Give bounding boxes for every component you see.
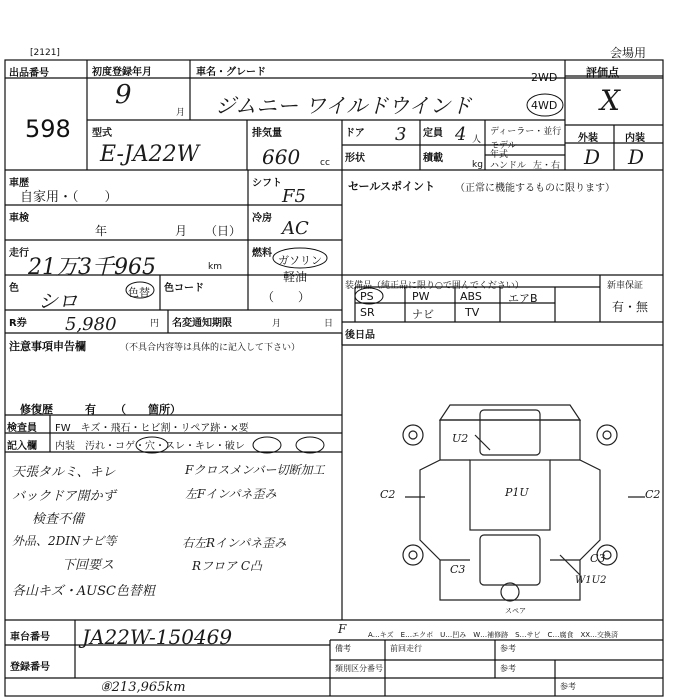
mark-c3-left: C3 [450, 563, 466, 576]
chassis-label: 車台番号 [10, 632, 50, 643]
entry-items: 内装 汚れ・コゲ・穴・スレ・キレ・破レ [55, 441, 245, 452]
ac-label: 冷房 [252, 213, 272, 224]
interior-grade-label: 内装 [625, 133, 645, 144]
inspection-day: （日） [205, 224, 242, 238]
mark-f: F [338, 622, 347, 636]
note-1: 天張タルミ、キレ [12, 465, 116, 480]
first-reg-value: 9 [115, 80, 132, 110]
history-value: 自家用・（ ） [20, 190, 118, 205]
equip-ps: PS [360, 290, 374, 303]
exterior-grade-label: 外装 [578, 133, 598, 144]
displacement-unit: cc [320, 158, 330, 168]
name-change-day: 日 [324, 319, 334, 329]
equip-sr: SR [360, 306, 375, 319]
exterior-grade: D [584, 145, 601, 169]
shift-label: シフト [252, 178, 282, 189]
equip-pw: PW [412, 290, 430, 303]
recycle-unit: 円 [150, 319, 160, 329]
capacity-label: 定員 [423, 128, 443, 139]
footer-mileage: ⑧213,965km [100, 680, 186, 695]
mark-c3-right: C3 [590, 552, 606, 565]
doors-value: 3 [395, 124, 407, 145]
selling-note: （正常に機能するものに限ります） [455, 183, 615, 194]
load-label: 積載 [423, 153, 443, 164]
displacement-value: 660 [262, 145, 301, 169]
drive-4wd: 4WD [531, 99, 558, 112]
color-status: 色替 [128, 286, 150, 299]
shift-value: F5 [282, 186, 306, 207]
mark-p1u: P1U [505, 486, 529, 499]
mileage-value: 21万3千965 [28, 255, 156, 280]
footer-ref-label: 参考 [500, 644, 516, 653]
dealer-year-label: 年式 [490, 150, 509, 160]
car-diagram [403, 405, 645, 601]
equip-abs: ABS [460, 290, 482, 303]
capacity-unit: 人 [472, 135, 482, 145]
score-label: 評価点 [586, 66, 619, 79]
mark-u2: U2 [452, 432, 469, 445]
legend: A…キズ E…エクボ U…凹み W…補修跡 S…サビ C…腐食 XX…交換済 [368, 631, 619, 639]
model-value: ジムニー ワイルドウインド [215, 94, 472, 118]
rear-seat-label: 後日品 [345, 330, 375, 341]
lot-number: 598 [25, 115, 71, 143]
inspector-items: FW キズ・飛石・ヒビ割・リペア跡・×要 [55, 423, 249, 434]
spare-label: スペア [505, 607, 526, 615]
mark-c2-left: C2 [380, 488, 396, 501]
footer-ref2-label: 参考 [500, 664, 516, 673]
warranty-label: 新車保証 [607, 281, 644, 291]
equipment-label: 装備品（純正品に限り○で囲んでください） [345, 281, 524, 291]
doors-label: ドア [345, 128, 365, 139]
first-reg-label: 初度登録年月 [92, 67, 152, 78]
type-value: E-JA22W [100, 142, 200, 167]
shape-label: 形状 [345, 153, 365, 164]
mileage-unit: km [208, 262, 222, 272]
handle-label: ハンドル [490, 161, 527, 171]
footer-prev-label: 前回走行 [390, 644, 422, 653]
fuel-label: 燃料 [252, 248, 272, 259]
mileage-label: 走行 [9, 248, 29, 259]
inspector-label: 検査員 [7, 423, 37, 434]
entry-label: 記入欄 [7, 441, 37, 452]
name-change-label: 名変通知期限 [172, 318, 232, 329]
mark-w1u2: W1U2 [575, 575, 607, 586]
name-change-month: 月 [272, 319, 282, 329]
load-unit: kg [472, 160, 483, 170]
inspection-label: 車検 [9, 213, 29, 224]
notes-label: 注意事項申告欄 [9, 340, 86, 353]
selling-label: セールスポイント [348, 180, 436, 193]
note-4: 外品、2DINナビ等 [12, 534, 117, 548]
type-label: 型式 [92, 128, 112, 139]
handle-value: 左・右 [533, 161, 561, 171]
drive-2wd: 2WD [531, 71, 558, 84]
repair-value: 有 [85, 403, 96, 416]
capacity-value: 4 [455, 124, 467, 145]
color-value: シロ [38, 289, 78, 313]
dealer-model-label: モデル [490, 141, 517, 151]
chassis-value: JA22W-150469 [82, 625, 233, 649]
interior-grade: D [628, 145, 645, 169]
lot-label: 出品番号 [9, 68, 49, 79]
registration-label: 登録番号 [10, 662, 50, 673]
note-3: 検査不備 [32, 512, 85, 527]
note-10: Rフロア C凸 [192, 559, 263, 573]
note-8: 左Fインパネ歪み [185, 487, 277, 501]
note-6: 各山キズ・AUSC色替粗 [12, 584, 155, 599]
footer-class-label: 類別区分番号 [335, 664, 383, 673]
recycle-value: 5,980 [65, 314, 117, 335]
inspection-month: 月 [175, 224, 188, 238]
footer-ref3-label: 参考 [560, 682, 576, 691]
venue-label: 会場用 [610, 46, 647, 60]
repair-label: 修復歴 [20, 403, 53, 416]
note-9: 右左Rインパネ歪み [182, 536, 287, 550]
first-reg-unit: 月 [176, 108, 186, 118]
dealer-label: ディーラー・並行 [490, 127, 562, 137]
equip-tv: TV [465, 306, 480, 319]
note-5: 下回要ス [62, 558, 115, 573]
score-value: X [600, 84, 620, 117]
displacement-label: 排気量 [252, 128, 282, 139]
equip-navi: ナビ [412, 308, 434, 321]
mark-c2-right: C2 [645, 488, 661, 501]
fuel-other: （ ） [262, 290, 311, 304]
footer-note-label: 備考 [335, 644, 351, 653]
repair-place: （ 箇所） [115, 403, 181, 416]
fuel-diesel: 軽油 [283, 270, 308, 284]
equip-airbag: エアB [508, 292, 538, 305]
color-label: 色 [9, 283, 19, 294]
color-code-label: 色コード [164, 283, 204, 294]
warranty-value: 有・無 [612, 300, 649, 314]
note-2: バックドア開かず [12, 489, 116, 504]
note-7: Fクロスメンバー切断加工 [185, 463, 325, 477]
model-label: 車名・グレード [196, 67, 266, 78]
notes-hint: （不具合内容等は具体的に記入して下さい） [120, 343, 301, 353]
recycle-label: R券 [9, 318, 27, 329]
history-label: 車歴 [9, 178, 29, 189]
inspection-year: 年 [95, 224, 108, 238]
ac-value: AC [282, 218, 309, 239]
fuel-gasoline: ガソリン [278, 254, 322, 267]
sheet-code: [2121] [30, 48, 60, 58]
